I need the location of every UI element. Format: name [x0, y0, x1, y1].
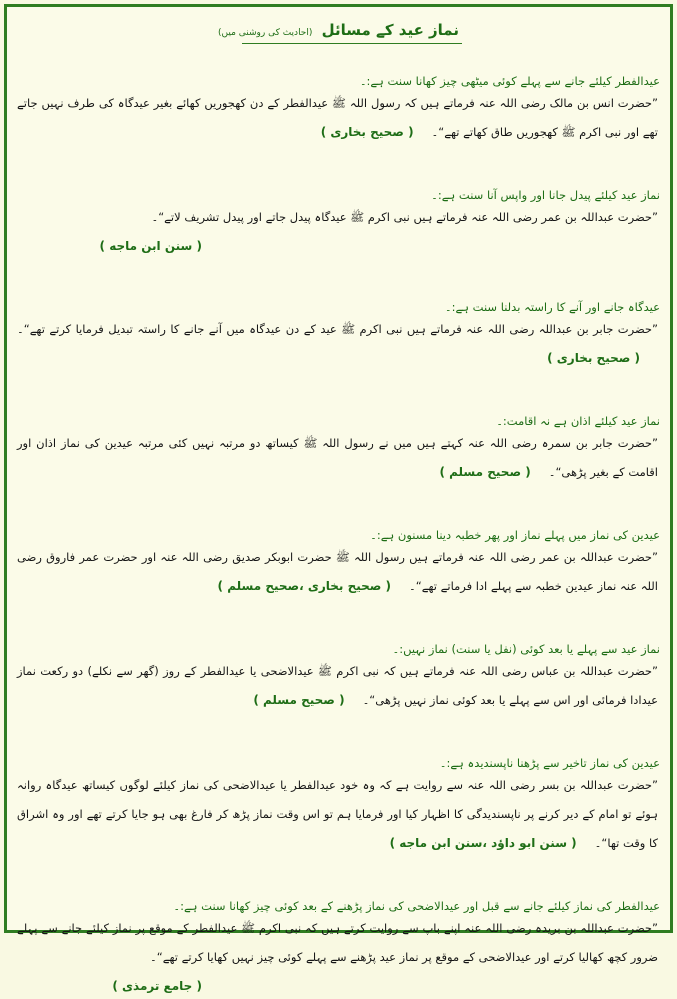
section-heading: نماز عید کیلئے پیدل جانا اور واپس آنا سنت ہے:۔: [431, 188, 660, 202]
hadith-text: [17, 315, 660, 373]
section-4: [17, 413, 660, 487]
section-5: [17, 527, 660, 601]
section-3: [17, 299, 660, 373]
hadith-reference: ( سنن ابن ماجه ): [99, 239, 202, 253]
hadith-body: ”حضرت عبداللہ بن عمر رضی اللہ عنہ فرماتے ہیں رسول اللہ ﷺ حضرت ابوبکر صدیق رضی اللہ عنہ اور حضرت عمر فاروق رضی اللہ عنہ نماز عیدین خطبہ سے پہلے ادا فرماتے تھے“۔: [17, 550, 658, 593]
content: [7, 7, 670, 999]
hadith-text: [17, 89, 660, 147]
title-subtitle: (احادیث کی روشنی میں): [218, 28, 313, 38]
hadith-reference: ( سنن ابو داؤد ،سنن ابن ماجه ): [389, 836, 577, 850]
hadith-text: [17, 657, 660, 715]
title-text: نماز عید کے مسائل: [321, 21, 459, 39]
hadith-reference: ( صحيح بخاری ،صحيح مسلم ): [217, 579, 392, 593]
section-heading: نماز عید سے پہلے یا بعد کوئی (نفل یا سنت) نماز نہیں:۔: [392, 642, 660, 656]
hadith-reference: ( صحيح مسلم ): [253, 693, 345, 707]
section-8: [17, 898, 660, 999]
hadith-text: [17, 543, 660, 601]
section-heading: عیدالفطر کی نماز کیلئے جانے سے قبل اور عیدالاضحی کی نماز پڑھنے کے بعد کوئی چیز کھانا سنت ہے:۔: [173, 899, 660, 913]
section-heading: عیدگاہ جانے اور آنے کا راستہ بدلنا سنت ہے:۔: [444, 300, 660, 314]
section-heading: عیدین کی نماز تاخیر سے پڑھنا ناپسندیدہ ہے:۔: [439, 756, 660, 770]
hadith-reference: ( صحيح بخاری ): [547, 351, 640, 365]
hadith-text: ”حضرت عبداللہ بن عمر رضی اللہ عنہ فرماتے ہیں نبی اکرم ﷺ عیدگاہ پیدل جاتے اور پیدل تشریف لاتے“۔: [151, 210, 658, 224]
section-6: [17, 641, 660, 715]
hadith-body: ”حضرت عبداللہ بن بسر رضی اللہ عنہ سے روایت ہے کہ وہ خود عیدالفطر یا عیدالاضحی کی نماز کیلئے لوگوں کیساتھ عیدگاہ روانہ ہوئے تو امام کے دیر کرنے پر ناپسندیدگی کا اظہار کیا اور فرمایا ہم تو اس وقت نماز پڑھ کر فارغ بھی ہو جایا کرتے تھے اور وہ اشراق کا وقت تھا“۔: [17, 778, 658, 850]
hadith-body: ”حضرت انس بن مالک رضی اللہ عنہ فرماتے ہیں کہ رسول اللہ ﷺ عیدالفطر کے دن کھجوریں کھائے بغیر عیدگاہ کی طرف نہیں جاتے تھے اور نبی اکرم ﷺ کھجوریں طاق کھاتے تھے“۔: [17, 96, 658, 139]
hadith-body: ”حضرت عبداللہ بن عباس رضی اللہ عنہ فرماتے ہیں کہ نبی اکرم ﷺ عیدالاضحی یا عیدالفطر کے روز (گھر سے نکلے) دو رکعت نماز عیدادا فرمائی اور اس سے پہلے یا بعد کوئی نماز نہیں پڑھی“۔: [17, 664, 658, 707]
section-7: [17, 755, 660, 858]
reference-line: [17, 232, 660, 259]
section-1: [17, 73, 660, 147]
section-heading: عیدین کی نماز میں پہلے نماز اور پھر خطبہ دینا مسنون ہے:۔: [370, 528, 660, 542]
hadith-text: [17, 429, 660, 487]
hadith-reference: ( صحيح بخاری ): [320, 125, 414, 139]
hadith-body: ”حضرت جابر بن عبداللہ رضی اللہ عنہ فرماتے ہیں نبی اکرم ﷺ عید کے دن عیدگاہ میں آنے جانے کا راستہ تبدیل فرمایا کرتے تھے“۔: [17, 322, 658, 336]
page-frame: [4, 4, 673, 993]
section-heading: عیدالفطر کیلئے جانے سے پہلے کوئی میٹھی چیز کھانا سنت ہے:۔: [359, 74, 660, 88]
hadith-reference: ( صحيح مسلم ): [439, 465, 531, 479]
hadith-text: [17, 771, 660, 858]
hadith-text: ”حضرت عبداللہ بن بریدہ رضی اللہ عنہ اپنے باپ سے روایت کرتے ہیں کہ نبی اکرم ﷺ عیدالفطر کے موقع پر نماز کیلئے جانے سے پہلے ضرور کچھ کھالیا کرتے اور عیدالاضحی کے موقع پر نماز عید پڑھنے سے پہلے کوئی چیز نہیں کھایا کرتے تھے“۔: [17, 921, 658, 964]
hadith-reference: ( جامع ترمذی ): [112, 979, 202, 993]
reference-line: [17, 972, 660, 999]
section-heading: نماز عید کیلئے اذان ہے نہ اقامت:۔: [496, 414, 660, 428]
section-2: [17, 187, 660, 259]
hadith-body: ”حضرت جابر بن سمرہ رضی اللہ عنہ کہتے ہیں میں نے رسول اللہ ﷺ کیساتھ دو مرتبہ نہیں کئی مرتبہ عیدین کی نماز اذان اور اقامت کے بغیر پڑھی“۔: [17, 436, 658, 479]
